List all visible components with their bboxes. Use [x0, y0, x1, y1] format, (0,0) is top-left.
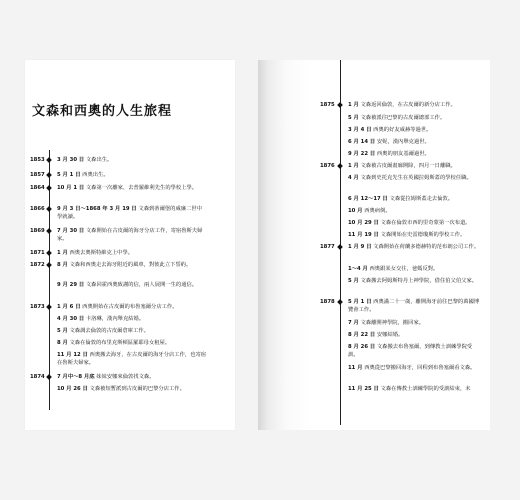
timeline-year: 1873	[30, 304, 45, 310]
timeline-date: 1 月	[57, 250, 68, 256]
timeline-text	[57, 281, 207, 289]
timeline-description: 妹妹安娜來倫敦找文森。	[94, 374, 155, 380]
timeline-year: 1876	[320, 163, 335, 169]
timeline-date: 8 月 26 日	[348, 344, 376, 350]
timeline-text	[348, 231, 480, 239]
timeline-text	[348, 195, 480, 203]
timeline-date: 9 月 29 日	[57, 282, 85, 288]
timeline-date: 5 月	[348, 115, 359, 121]
timeline-year: 1869	[30, 228, 45, 234]
timeline-date: 9 月 3 日～1868 年 3 月 19 日	[57, 206, 137, 212]
timeline-date: 9 月 22 日	[348, 151, 376, 157]
timeline-description: 西奧跟某女交往，爸媽反對。	[367, 266, 439, 272]
timeline-date: 1 月	[348, 102, 359, 108]
timeline-description: 文森搬去布魯塞爾，到傳教士訓練學院受訓。	[348, 344, 473, 358]
timeline-text	[57, 171, 207, 179]
timeline-description: 文森到蒂爾堡的威廉二世中學就讀。	[57, 206, 202, 220]
timeline-description: 文森回霍西奧致謝的信，兩人展開一生的通信。	[84, 282, 198, 288]
timeline-date: 1 月	[348, 163, 359, 169]
timeline-text	[348, 126, 480, 134]
timeline-text	[348, 162, 480, 170]
timeline-text	[348, 174, 480, 182]
timeline-date: 11 月 12 日	[57, 352, 88, 358]
timeline-date: 1 月 6 日	[57, 304, 81, 310]
page-title: 文森和西奧的人生旅程	[32, 104, 173, 119]
timeline-description: 西奧出生。	[80, 172, 109, 178]
timeline-description: 文森在倫敦市西的里奇蒙第一次布道。	[378, 220, 471, 226]
timeline-text	[57, 327, 207, 335]
timeline-text	[57, 315, 207, 323]
timeline-date: 11 月	[348, 365, 363, 371]
timeline-description: 文森離開神學院，搬回家。	[358, 320, 425, 326]
timeline-year: 1877	[320, 244, 335, 250]
timeline-date: 10 月	[348, 208, 363, 214]
timeline-date: 5 月 1 日	[57, 172, 81, 178]
timeline-description: 文森搬去阿姆斯特丹上神學院，借住伯父伯父家。	[358, 278, 478, 284]
timeline-date: 1 月 9 日	[348, 244, 372, 250]
timeline-description: 文森返回倫敦，在古皮爾的新分店工作。	[358, 102, 456, 108]
timeline-text	[348, 265, 480, 273]
timeline-description: 文森被短暫派到古皮爾的巴黎分店工作。	[87, 386, 185, 392]
timeline-text	[348, 114, 480, 122]
timeline-text	[348, 364, 480, 372]
timeline-text	[57, 351, 207, 367]
timeline-text	[57, 205, 207, 221]
timeline-description: 西奧的朋友基爾過世。	[375, 151, 430, 157]
timeline-date: 1～4 月	[348, 266, 368, 272]
timeline-text	[57, 184, 207, 192]
timeline-date: 10 月 26 日	[57, 386, 88, 392]
timeline-date: 7 月中～8 月底	[57, 374, 95, 380]
timeline-date: 3 月 4 日	[348, 127, 372, 133]
timeline-description: 西奧搬去海牙，在古皮爾的海牙分店工作，也寄宿在魯斯夫婦家。	[57, 352, 207, 366]
timeline-description: 文森開始在荷蘭多德赫特的范布朗公司工作。	[371, 244, 480, 250]
timeline-text	[348, 331, 480, 339]
timeline-year: 1871	[30, 250, 45, 256]
timeline-text	[348, 298, 480, 314]
timeline-date: 10 月 1 日	[57, 185, 85, 191]
timeline-description: 文森在傳教士訓練學院的受訓結束，未	[378, 386, 471, 392]
timeline-date: 4 月	[348, 175, 359, 181]
timeline-date: 7 月	[348, 320, 359, 326]
timeline-text	[348, 101, 480, 109]
timeline-description: 文森和西奧走去海牙附近的風車，對彼此立下誓約。	[67, 262, 192, 268]
timeline-date: 8 月	[57, 262, 68, 268]
timeline-description: 安娜結婚。	[375, 332, 404, 338]
timeline-text	[348, 277, 480, 285]
timeline-text	[348, 138, 480, 146]
timeline-text	[348, 219, 480, 227]
timeline-description: 文森開始在古皮爾的海牙分店工作，寄宿魯斯夫婦家。	[57, 228, 203, 242]
timeline-description: 西奧病倒。	[362, 208, 391, 214]
timeline-description: 文森被古皮爾畫廊開除，四月一日離職。	[358, 163, 456, 169]
timeline-description: 文森在倫敦的布里克斯頓區羅耶母女租屋。	[67, 340, 171, 346]
timeline-description: 文森從拉姆斯蓋走去倫敦。	[387, 196, 454, 202]
timeline-text	[57, 385, 207, 393]
timeline-description: 文森被派往巴黎的古皮爾總部工作。	[358, 115, 446, 121]
timeline-text	[57, 227, 207, 243]
timeline-date: 3 月 30 日	[57, 157, 85, 163]
timeline-description: 文森到史托克先生在英國拉姆斯蓋的學校任職。	[358, 175, 472, 181]
timeline-description: 西奧開始在古皮爾的布魯塞爾分店工作。	[80, 304, 178, 310]
timeline-year: 1857	[30, 172, 45, 178]
timeline-text	[57, 373, 207, 381]
timeline-text	[348, 385, 480, 393]
timeline-date: 7 月 30 日	[57, 228, 85, 234]
timeline-date: 6 月 14 日	[348, 139, 376, 145]
timeline-date: 10 月 29 日	[348, 220, 379, 226]
timeline-text	[348, 243, 480, 251]
timeline-text	[57, 156, 207, 164]
timeline-text	[348, 150, 480, 158]
timeline-date: 11 月 25 日	[348, 386, 379, 392]
timeline-description: 安妮，漢內舉克過世。	[375, 139, 430, 145]
timeline-date: 11 月 19 日	[348, 232, 379, 238]
timeline-text	[57, 249, 207, 257]
timeline-date: 8 月 22 日	[348, 332, 376, 338]
timeline-date: 6 月 12～17 日	[348, 196, 388, 202]
timeline-year: 1878	[320, 299, 335, 305]
timeline-year: 1875	[320, 102, 335, 108]
timeline-description: 西奧去奧斯特維克上中學。	[67, 250, 134, 256]
timeline-description: 文森開始在史雷德瓊斯的學校工作。	[378, 232, 466, 238]
timeline-date: 5 月	[57, 328, 68, 334]
timeline-date: 5 月	[348, 278, 359, 284]
timeline-year: 1864	[30, 185, 45, 191]
right-timeline-line	[340, 60, 341, 425]
timeline-description: 西奧的好友威赫等過世。	[371, 127, 432, 133]
timeline-text	[57, 261, 207, 269]
timeline-date: 4 月 30 日	[57, 316, 85, 322]
timeline-description: 西奧從巴黎搬回海牙，回程到布魯塞爾看文森。	[362, 365, 476, 371]
timeline-text	[348, 207, 480, 215]
timeline-text	[348, 319, 480, 327]
timeline-description: 西奧滿二十一歲，離開海牙前往巴黎的萬國博覽會工作。	[348, 299, 480, 313]
timeline-date: 5 月 1 日	[348, 299, 372, 305]
timeline-year: 1872	[30, 262, 45, 268]
timeline-year: 1866	[30, 206, 45, 212]
timeline-year: 1874	[30, 374, 45, 380]
timeline-description: 卡洛琳，漢內舉克結婚。	[84, 316, 145, 322]
timeline-date: 8 月	[57, 340, 68, 346]
timeline-text	[57, 339, 207, 347]
timeline-year: 1853	[30, 157, 45, 163]
timeline-text	[57, 303, 207, 311]
timeline-text	[348, 343, 480, 359]
timeline-description: 文森第一次離家，去普羅維利先生的學校上學。	[84, 185, 198, 191]
timeline-description: 文森出生。	[84, 157, 113, 163]
timeline-description: 文森調去倫敦的古皮爾倉庫工作。	[67, 328, 149, 334]
